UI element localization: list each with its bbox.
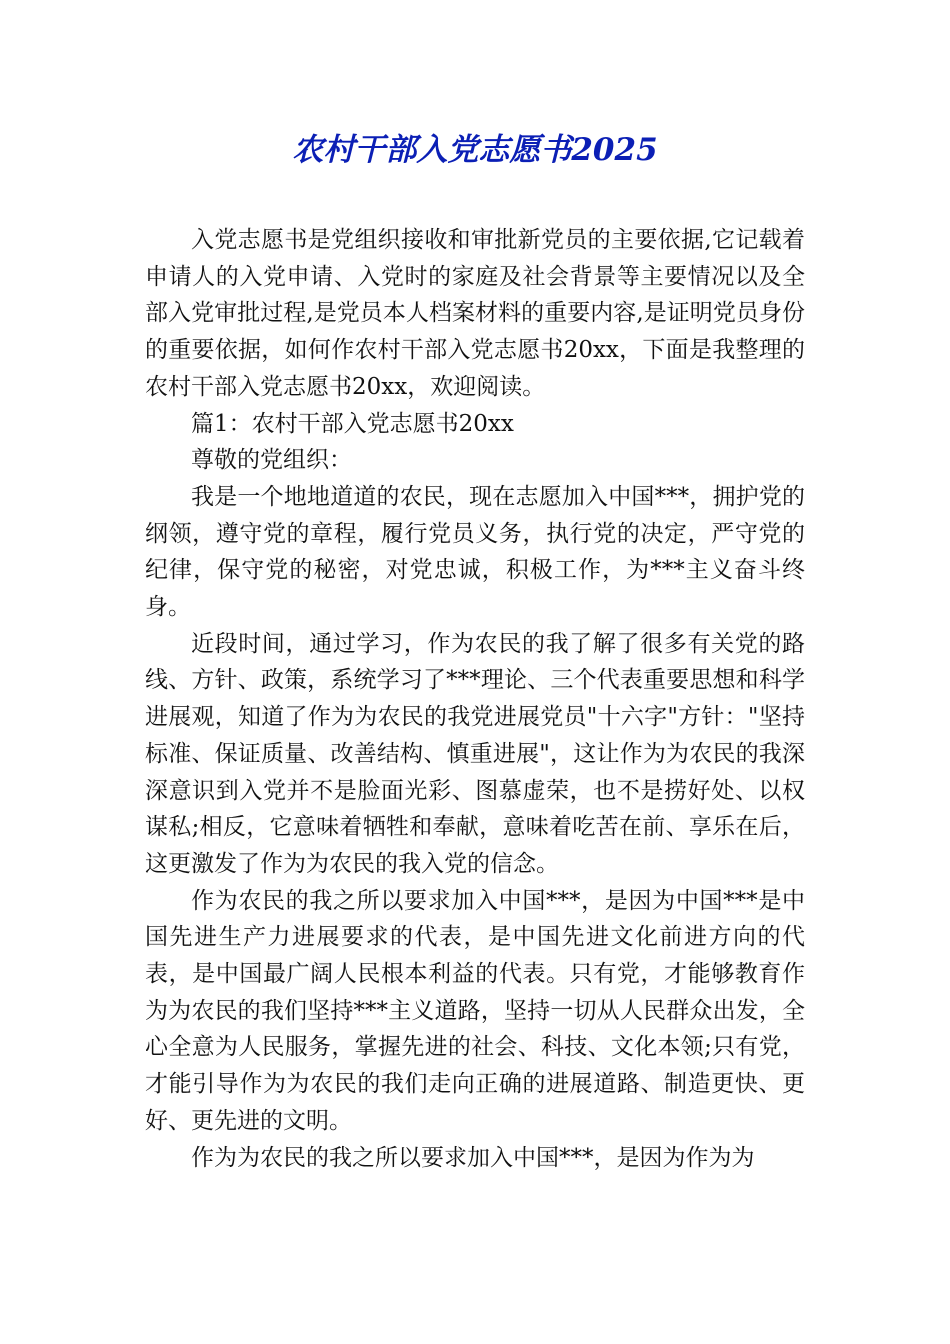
paragraph-salutation: 尊敬的党组织： <box>191 447 352 474</box>
document-body <box>145 222 805 1176</box>
paragraph-reason-one: 作为农民的我之所以要求加入中国***，是因为中国***是中国先进生产力进展要求的代表，是中国先进文化前进方向的代表，是中国最广阔人民根本利益的代表。只有党，才能够教育作为为农民的我们坚持***主义道路，坚持一切从人民群众出发，全心全意为人民服务，掌握先进的社会、科技、文化本领;只有党，才能引导作为为农民的我们走向正确的进展道路、制造更快、更好、更先进的文明。 <box>145 887 805 1134</box>
paragraph-reason-two: 作为为农民的我之所以要求加入中国***，是因为作为为 <box>191 1144 755 1171</box>
paragraph-intro: 入党志愿书是党组织接收和审批新党员的主要依据,它记载着申请人的入党申请、入党时的家庭及社会背景等主要情况以及全部入党审批过程,是党员本人档案材料的重要内容,是证明党员身份的重要依据，如何作农村干部入党志愿书20xx，下面是我整理的农村干部入党志愿书20xx，欢迎阅读。 <box>145 227 805 400</box>
paragraph-section-heading: 篇1：农村干部入党志愿书20xx <box>191 410 514 437</box>
document-title: 农村干部入党志愿书2025 <box>292 132 658 168</box>
paragraph-study: 近段时间，通过学习，作为农民的我了解了很多有关党的路线、方针、政策，系统学习了***理论、三个代表重要思想和科学进展观，知道了作为为农民的我党进展党员"十六字"方针："坚持标准、保证质量、改善结构、慎重进展"，这让作为为农民的我深深意识到入党并不是脸面光彩、图慕虚荣，也不是捞好处、以权谋私;相反，它意味着牺牲和奉献，意味着吃苦在前、享乐在后，这更激发了作为为农民的我入党的信念。 <box>145 630 805 877</box>
paragraph-declaration: 我是一个地地道道的农民，现在志愿加入中国***，拥护党的纲领，遵守党的章程，履行党员义务，执行党的决定，严守党的纪律，保守党的秘密，对党忠诚，积极工作，为***主义奋斗终身。 <box>145 483 805 621</box>
